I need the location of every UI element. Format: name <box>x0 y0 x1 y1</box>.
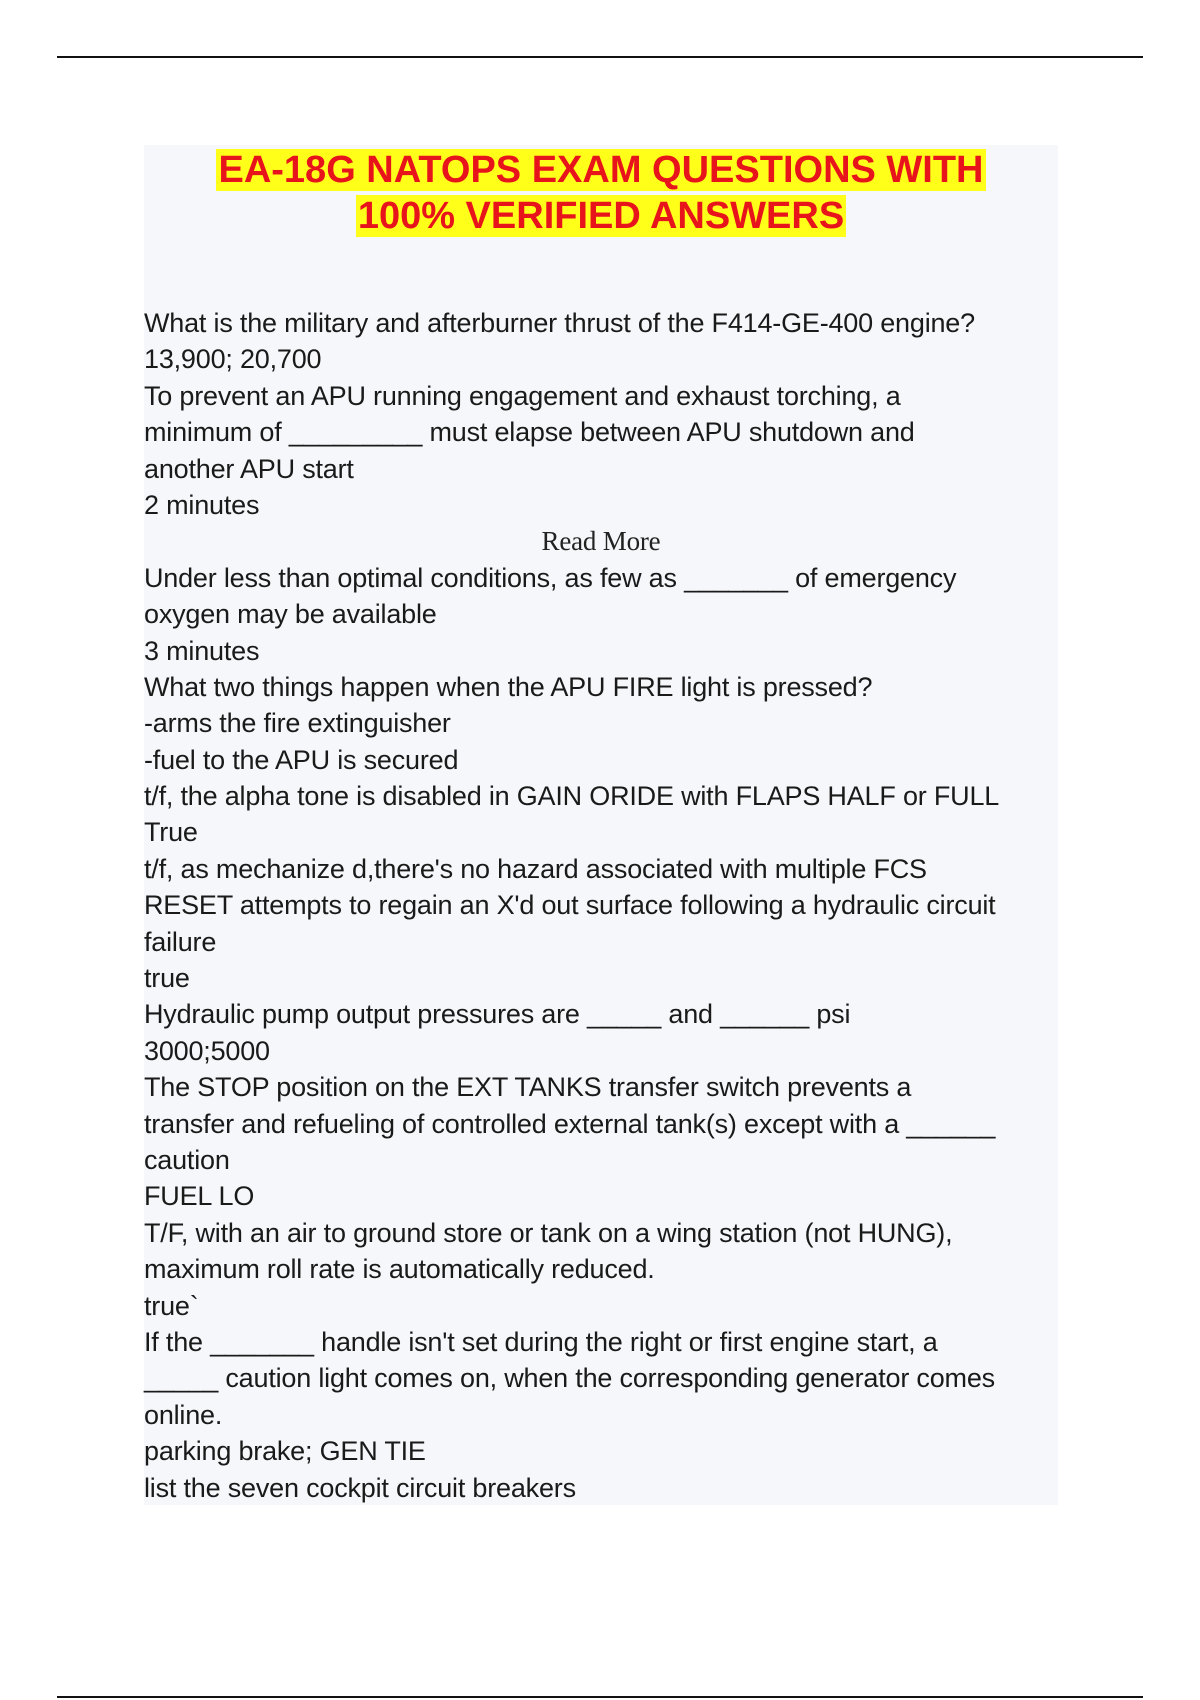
text-line: -fuel to the APU is secured <box>144 744 459 775</box>
text-line: FUEL LO <box>144 1181 255 1212</box>
text-line: RESET attempts to regain an X'd out surface following a hydraulic circuit <box>144 890 996 921</box>
bottom-rule <box>57 1696 1143 1698</box>
text-line: list the seven cockpit circuit breakers <box>144 1472 576 1503</box>
document-title <box>144 145 1058 239</box>
text-line: oxygen may be available <box>144 599 437 630</box>
text-line: To prevent an APU running engagement and exhaust torching, a <box>144 380 901 411</box>
text-line: 3000;5000 <box>144 1035 270 1066</box>
text-line: caution <box>144 1144 230 1175</box>
qa-block-bottom <box>144 560 1058 1506</box>
document-body <box>144 305 1058 1506</box>
read-more-link[interactable]: Read More <box>541 526 661 557</box>
text-line: true <box>144 963 190 994</box>
title-line-1: EA-18G NATOPS EXAM QUESTIONS WITH <box>218 149 984 191</box>
text-line: 2 minutes <box>144 489 260 520</box>
text-line: parking brake; GEN TIE <box>144 1436 426 1467</box>
text-line: t/f, as mechanize d,there's no hazard associated with multiple FCS <box>144 853 927 884</box>
text-line: another APU start <box>144 453 354 484</box>
text-line: Hydraulic pump output pressures are _____ and ______ psi <box>144 999 851 1030</box>
top-rule <box>57 56 1143 58</box>
text-line: true` <box>144 1290 199 1321</box>
title-line-2: 100% VERIFIED ANSWERS <box>357 195 845 237</box>
text-line: maximum roll rate is automatically reduced. <box>144 1254 655 1285</box>
text-line: T/F, with an air to ground store or tank on a wing station (not HUNG), <box>144 1217 953 1248</box>
text-line: _____ caution light comes on, when the corresponding generator comes <box>144 1363 995 1394</box>
text-line: 13,900; 20,700 <box>144 344 322 375</box>
text-line: online. <box>144 1399 223 1430</box>
document-page <box>144 145 1058 1505</box>
text-line: -arms the fire extinguisher <box>144 708 451 739</box>
text-line: transfer and refueling of controlled external tank(s) except with a ______ <box>144 1108 996 1139</box>
qa-block-top <box>144 305 1058 523</box>
text-line: failure <box>144 926 217 957</box>
text-line: What two things happen when the APU FIRE light is pressed? <box>144 671 873 702</box>
text-line: 3 minutes <box>144 635 260 666</box>
text-line: The STOP position on the EXT TANKS transfer switch prevents a <box>144 1072 912 1103</box>
text-line: What is the military and afterburner thrust of the F414-GE-400 engine? <box>144 308 975 338</box>
text-line: True <box>144 817 198 848</box>
text-line: t/f, the alpha tone is disabled in GAIN ORIDE with FLAPS HALF or FULL <box>144 781 1000 812</box>
text-line: minimum of _________ must elapse between APU shutdown and <box>144 417 915 448</box>
text-line: Under less than optimal conditions, as few as _______ of emergency <box>144 562 957 593</box>
text-line: If the _______ handle isn't set during the right or first engine start, a <box>144 1326 938 1357</box>
